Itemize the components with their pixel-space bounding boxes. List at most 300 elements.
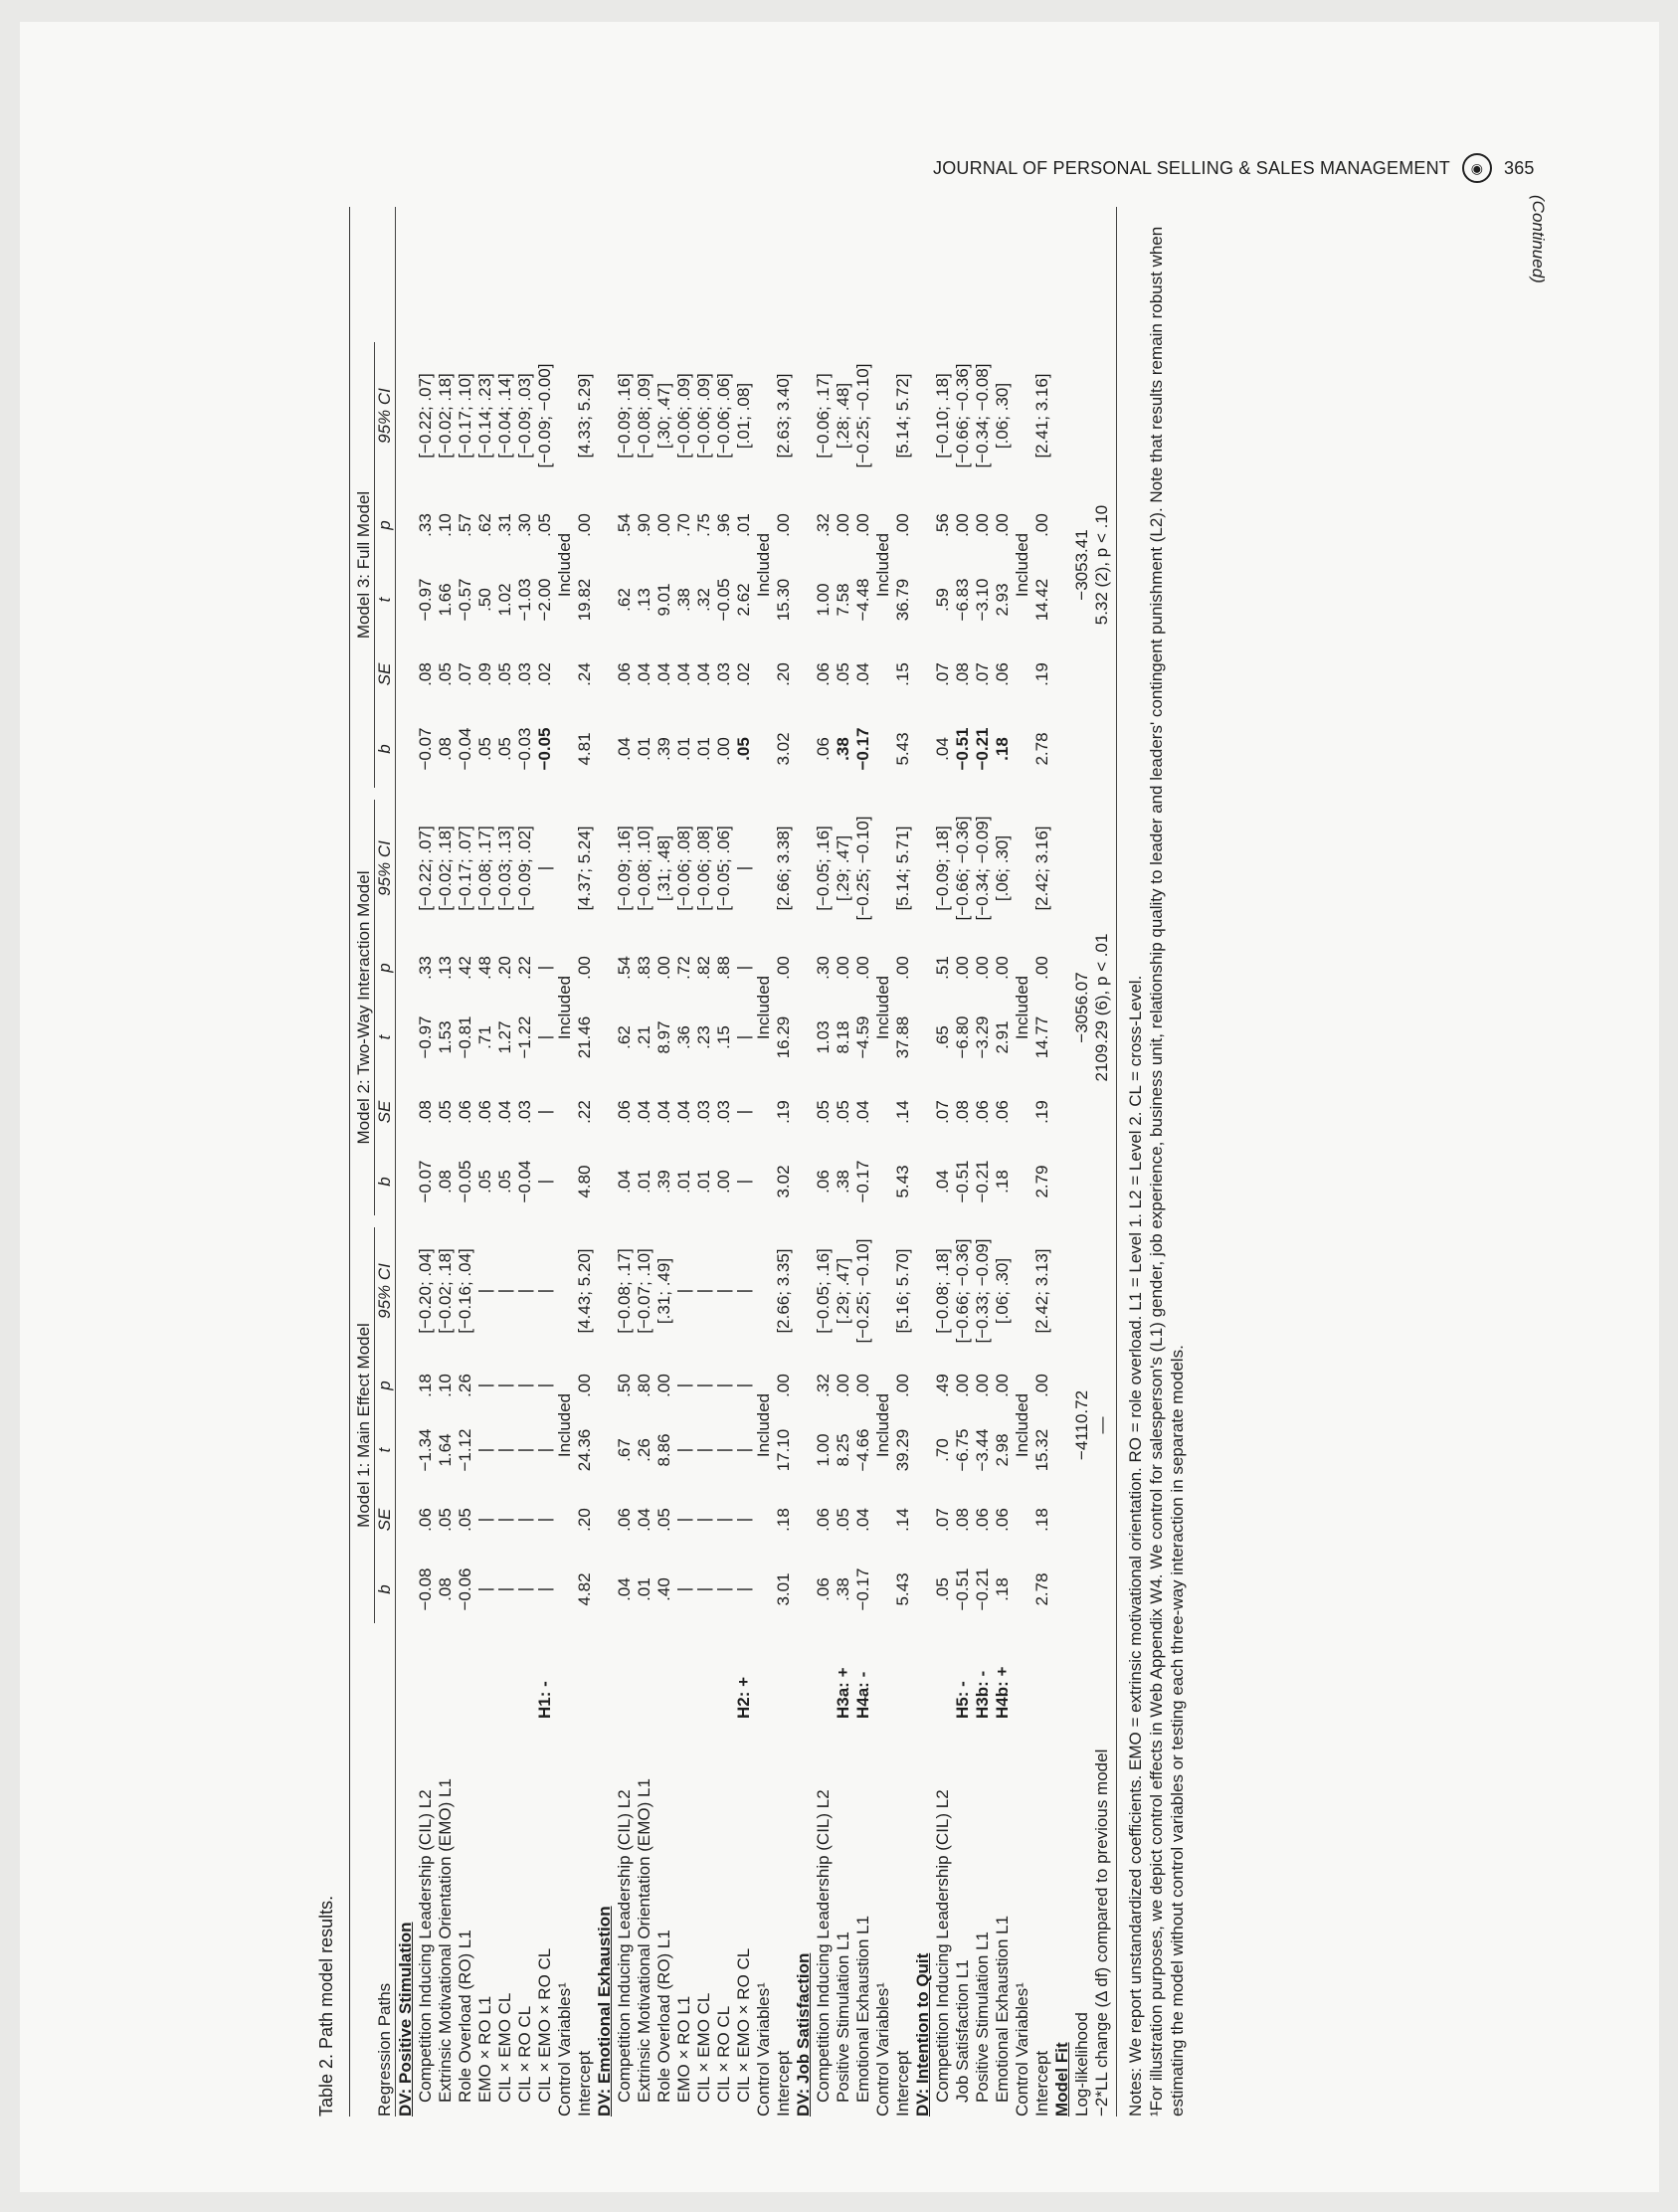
value-cell: 14.77 xyxy=(1032,1015,1051,1059)
value-cell: −0.05 xyxy=(535,727,554,771)
fit-label: −2*LL change (Δ df) compared to previous model xyxy=(1092,1749,1111,2117)
value-cell: | xyxy=(674,1382,693,1388)
value-cell: 8.18 xyxy=(834,1020,852,1054)
row-label: Control Variables¹ xyxy=(873,1982,892,2117)
value-cell: 1.53 xyxy=(436,1020,455,1054)
value-cell: −0.08 xyxy=(416,1567,435,1611)
journal-title: JOURNAL OF PERSONAL SELLING & SALES MANAGEMENT xyxy=(933,157,1450,178)
stat-header: 95% CI xyxy=(375,840,394,896)
value-cell: −3.44 xyxy=(973,1428,992,1472)
value-cell: [−0.09; .02] xyxy=(515,826,534,911)
hypothesis: H3b: - xyxy=(973,1670,992,1719)
value-cell: .05 xyxy=(814,1100,833,1124)
model1-header: Model 1: Main Effect Model xyxy=(354,1323,373,1528)
value-cell: −0.07 xyxy=(416,1160,435,1203)
row-label: CIL × EMO × RO CL xyxy=(734,1947,753,2103)
value-cell: 9.01 xyxy=(654,583,673,617)
value-cell: [−0.09; −0.00] xyxy=(535,363,554,468)
rotated-table xyxy=(316,207,1311,2117)
row-label: Job Satisfaction L1 xyxy=(953,1959,972,2103)
value-cell: [5.14; 5.71] xyxy=(893,826,912,911)
value-cell: 4.82 xyxy=(575,1572,594,1606)
hypothesis: H4b: + xyxy=(993,1666,1012,1719)
value-cell: .20 xyxy=(774,662,793,686)
value-cell: −0.97 xyxy=(416,578,435,622)
value-cell: .05 xyxy=(933,1577,952,1601)
value-cell: | xyxy=(674,1517,693,1523)
value-cell: .54 xyxy=(615,513,634,537)
value-cell: .07 xyxy=(973,662,992,686)
value-cell: 36.79 xyxy=(893,578,912,622)
value-cell: .06 xyxy=(814,1170,833,1194)
value-cell: .04 xyxy=(674,662,693,686)
page-number: 365 xyxy=(1504,157,1535,178)
value-cell: | xyxy=(734,1586,753,1592)
value-cell: [−0.06; .06] xyxy=(714,373,733,459)
value-cell: −0.06 xyxy=(456,1567,474,1611)
value-cell: .04 xyxy=(853,1508,872,1532)
included-cell: Included xyxy=(1013,975,1031,1040)
value-cell: .06 xyxy=(993,662,1012,686)
value-cell: .04 xyxy=(674,1100,693,1124)
value-cell: [.31; .48] xyxy=(654,834,673,902)
row-label: Extrinsic Motivational Orientation (EMO) L1 xyxy=(436,1778,455,2103)
fit-value: −3053.41 xyxy=(1072,529,1091,601)
value-cell: .38 xyxy=(674,588,693,612)
hypothesis: H4a: - xyxy=(853,1671,872,1719)
value-cell: 5.43 xyxy=(893,1165,912,1198)
value-cell: [−0.08; .17] xyxy=(615,1248,634,1334)
row-label: Competition Inducing Leadership (CIL) L2 xyxy=(933,1789,952,2103)
value-cell: .04 xyxy=(694,662,713,686)
value-cell: .07 xyxy=(456,662,474,686)
value-cell: .05 xyxy=(734,737,753,761)
value-cell: .06 xyxy=(814,662,833,686)
value-cell: [.06; .30] xyxy=(993,834,1012,902)
value-cell: 15.32 xyxy=(1032,1428,1051,1472)
value-cell: −0.21 xyxy=(973,1160,992,1203)
value-cell: .04 xyxy=(853,1100,872,1124)
value-cell: [.29; .47] xyxy=(834,1257,852,1325)
row-label: Role Overload (RO) L1 xyxy=(654,1930,673,2103)
value-cell: .70 xyxy=(674,513,693,537)
value-cell: .01 xyxy=(734,513,753,537)
table-body xyxy=(396,207,1112,2117)
value-cell: | xyxy=(694,1517,713,1523)
value-cell: [−0.09; .16] xyxy=(615,826,634,911)
value-cell: −0.05 xyxy=(714,578,733,622)
value-cell: .02 xyxy=(734,662,753,686)
value-cell: 4.81 xyxy=(575,732,594,766)
value-cell: .08 xyxy=(416,1100,435,1124)
value-cell: .13 xyxy=(436,956,455,980)
value-cell: .00 xyxy=(654,956,673,980)
value-cell: [−0.02; .18] xyxy=(436,1248,455,1334)
value-cell: [−0.22; .07] xyxy=(416,373,435,459)
stat-header: b xyxy=(375,744,394,754)
value-cell: [2.66; 3.38] xyxy=(774,826,793,911)
value-cell: [−0.10; .18] xyxy=(933,373,952,459)
value-cell: −6.75 xyxy=(953,1428,972,1472)
value-cell: −1.34 xyxy=(416,1428,435,1472)
value-cell: [−0.17; .10] xyxy=(456,373,474,459)
stat-header: 95% CI xyxy=(375,1263,394,1319)
value-cell: [.29; .47] xyxy=(834,834,852,902)
stat-header: p xyxy=(375,520,394,530)
value-cell: .05 xyxy=(436,662,455,686)
value-cell: .08 xyxy=(953,1100,972,1124)
section-title: DV: Intention to Quit xyxy=(913,1952,932,2117)
value-cell: [.06; .30] xyxy=(993,1257,1012,1325)
value-cell: | xyxy=(475,1586,494,1592)
row-label: Intercept xyxy=(1032,2050,1051,2117)
value-cell: .04 xyxy=(615,1170,634,1194)
stat-header: t xyxy=(375,1447,394,1453)
value-cell: | xyxy=(535,1109,554,1115)
value-cell: [−0.09; .03] xyxy=(515,373,534,459)
value-cell: .19 xyxy=(774,1100,793,1124)
value-cell: .07 xyxy=(933,1100,952,1124)
value-cell: 3.02 xyxy=(774,732,793,766)
value-cell: | xyxy=(475,1447,494,1453)
value-cell: .18 xyxy=(993,1170,1012,1194)
value-cell: [−0.17; .07] xyxy=(456,826,474,911)
value-cell: −0.21 xyxy=(973,727,992,771)
value-cell: .26 xyxy=(635,1438,653,1462)
row-label: Positive Stimulation L1 xyxy=(834,1932,852,2103)
value-cell: .00 xyxy=(575,956,594,980)
value-cell: | xyxy=(475,1517,494,1523)
value-cell: .00 xyxy=(654,513,673,537)
value-cell: .05 xyxy=(456,1508,474,1532)
value-cell: [−0.25; −0.10] xyxy=(853,1238,872,1344)
value-cell: −1.12 xyxy=(456,1428,474,1472)
value-cell: −0.51 xyxy=(953,1160,972,1203)
value-cell: .18 xyxy=(993,1577,1012,1601)
value-cell: .10 xyxy=(436,513,455,537)
included-cell: Included xyxy=(873,532,892,598)
value-cell: .06 xyxy=(615,1100,634,1124)
value-cell: .08 xyxy=(416,662,435,686)
value-cell: 1.00 xyxy=(814,1433,833,1467)
value-cell: [−0.66; −0.36] xyxy=(953,363,972,468)
value-cell: [−0.09; .16] xyxy=(615,373,634,459)
stat-header: p xyxy=(375,963,394,973)
value-cell: [5.14; 5.72] xyxy=(893,373,912,459)
value-cell: [−0.06; .17] xyxy=(814,373,833,459)
value-cell: .30 xyxy=(515,513,534,537)
row-label: Intercept xyxy=(575,2050,594,2117)
row-label: Positive Stimulation L1 xyxy=(973,1932,992,2103)
note-1: Notes: We report unstandardized coefficients. EMO = extrinsic motivational orientation. RO = role overload. L1 = Level 1. L2 = Level 2. CL = cross-Level. xyxy=(1126,975,1145,2117)
included-cell: Included xyxy=(555,1392,574,1458)
stat-header: t xyxy=(375,1034,394,1040)
value-cell: −3.10 xyxy=(973,578,992,622)
row-label: CIL × EMO CL xyxy=(495,1992,514,2103)
row-label: CIL × EMO × RO CL xyxy=(535,1947,554,2103)
value-cell: 2.79 xyxy=(1032,1165,1051,1198)
value-cell: | xyxy=(734,965,753,971)
value-cell: [2.66; 3.35] xyxy=(774,1248,793,1334)
value-cell: | xyxy=(714,1586,733,1592)
value-cell: .00 xyxy=(714,737,733,761)
journal-logo-icon: ◉ xyxy=(1462,153,1492,183)
value-cell: .03 xyxy=(714,1100,733,1124)
value-cell: [−0.22; .07] xyxy=(416,826,435,911)
value-cell: .08 xyxy=(436,1170,455,1194)
included-cell: Included xyxy=(873,1392,892,1458)
value-cell: | xyxy=(495,1586,514,1592)
value-cell: 24.36 xyxy=(575,1428,594,1472)
value-cell: | xyxy=(694,1447,713,1453)
value-cell: .05 xyxy=(834,662,852,686)
value-cell: [−0.25; −0.10] xyxy=(853,363,872,468)
value-cell: .15 xyxy=(714,1025,733,1049)
included-cell: Included xyxy=(1013,532,1031,598)
value-cell: .49 xyxy=(933,1374,952,1397)
value-cell: | xyxy=(734,1382,753,1388)
value-cell: | xyxy=(734,865,753,871)
value-cell: .30 xyxy=(814,956,833,980)
value-cell: −0.04 xyxy=(515,1160,534,1203)
value-cell: .04 xyxy=(635,662,653,686)
value-cell: .24 xyxy=(575,662,594,686)
value-cell: .02 xyxy=(535,662,554,686)
note-2: ¹For illustration purposes, we depict control effects in Web Appendix W4. We control for salesperson's (L1) gender, job experience, business unit, relationship quality to leader and leaders' contingent punishment (L2). Note that results remain robust when estimating the model without control variables or testing each three-way interaction in separate models. xyxy=(1147,226,1187,2117)
value-cell: 2.91 xyxy=(993,1020,1012,1054)
value-cell: .06 xyxy=(615,662,634,686)
fit-value: −3056.07 xyxy=(1072,972,1091,1043)
row-label: CIL × RO CL xyxy=(714,2005,733,2103)
value-cell: .07 xyxy=(933,1508,952,1532)
value-cell: .01 xyxy=(635,1170,653,1194)
value-cell: .00 xyxy=(953,1374,972,1397)
value-cell: [−0.02; .18] xyxy=(436,826,455,911)
value-cell: | xyxy=(694,1288,713,1294)
value-cell: [−0.08; .17] xyxy=(475,826,494,911)
value-cell: [.31; .49] xyxy=(654,1257,673,1325)
value-cell: .54 xyxy=(615,956,634,980)
bottom-rule xyxy=(1116,207,1117,2117)
value-cell: [−0.07; .10] xyxy=(635,1248,653,1334)
value-cell: | xyxy=(734,1109,753,1115)
value-cell: .62 xyxy=(475,513,494,537)
value-cell: −6.80 xyxy=(953,1015,972,1059)
value-cell: −0.05 xyxy=(456,1160,474,1203)
value-cell: 39.29 xyxy=(893,1428,912,1472)
value-cell: [−0.06; .09] xyxy=(694,373,713,459)
row-label: Control Variables¹ xyxy=(1013,1982,1031,2117)
value-cell: .65 xyxy=(933,1025,952,1049)
value-cell: [−0.33; −0.09] xyxy=(973,1238,992,1344)
value-cell: .04 xyxy=(853,662,872,686)
value-cell: −0.21 xyxy=(973,1567,992,1611)
value-cell: .38 xyxy=(834,737,852,761)
value-cell: .04 xyxy=(615,1577,634,1601)
value-cell: | xyxy=(734,1179,753,1185)
hypothesis: H1: - xyxy=(535,1681,554,1719)
included-cell: Included xyxy=(1013,1392,1031,1458)
value-cell: .05 xyxy=(436,1508,455,1532)
stat-header: b xyxy=(375,1177,394,1187)
row-label: Role Overload (RO) L1 xyxy=(456,1930,474,2103)
value-cell: | xyxy=(694,1586,713,1592)
value-cell: −0.97 xyxy=(416,1015,435,1059)
value-cell: [2.42; 3.16] xyxy=(1032,826,1051,911)
row-label: Competition Inducing Leadership (CIL) L2 xyxy=(416,1789,435,2103)
stat-header: SE xyxy=(375,1100,394,1124)
value-cell: [−0.06; .09] xyxy=(674,373,693,459)
stat-header-row xyxy=(375,207,395,2117)
value-cell: .04 xyxy=(654,1100,673,1124)
value-cell: 37.88 xyxy=(893,1015,912,1059)
value-cell: 8.97 xyxy=(654,1020,673,1054)
value-cell: | xyxy=(475,1382,494,1388)
value-cell: [2.41; 3.16] xyxy=(1032,373,1051,459)
value-cell: 8.86 xyxy=(654,1433,673,1467)
model3-header: Model 3: Full Model xyxy=(354,490,373,640)
value-cell: .06 xyxy=(615,1508,634,1532)
value-cell: 19.82 xyxy=(575,578,594,622)
value-cell: | xyxy=(495,1382,514,1388)
value-cell: .03 xyxy=(694,1100,713,1124)
included-cell: Included xyxy=(754,532,773,598)
value-cell: [−0.03; .13] xyxy=(495,826,514,911)
value-cell: [−0.34; −0.09] xyxy=(973,816,992,921)
value-cell: [−0.06; .08] xyxy=(674,826,693,911)
value-cell: [4.43; 5.20] xyxy=(575,1248,594,1334)
value-cell: .19 xyxy=(1032,662,1051,686)
value-cell: .08 xyxy=(436,737,455,761)
row-label: EMO × RO L1 xyxy=(475,1995,494,2103)
stat-header: b xyxy=(375,1584,394,1594)
value-cell: .21 xyxy=(635,1025,653,1049)
row-label: Intercept xyxy=(893,2050,912,2117)
fit-value: — xyxy=(1092,1416,1111,1434)
value-cell: [−0.08; .10] xyxy=(635,826,653,911)
value-cell: .15 xyxy=(893,662,912,686)
value-cell: .06 xyxy=(814,737,833,761)
fit-value: 5.32 (2), p < .10 xyxy=(1092,504,1111,626)
value-cell: 5.43 xyxy=(893,732,912,766)
value-cell: 2.62 xyxy=(734,583,753,617)
value-cell: 4.80 xyxy=(575,1165,594,1198)
table-notes xyxy=(1125,207,1188,2117)
value-cell: [2.63; 3.40] xyxy=(774,373,793,459)
value-cell: | xyxy=(535,865,554,871)
row-label: Intercept xyxy=(774,2050,793,2117)
included-cell: Included xyxy=(873,975,892,1040)
value-cell: .03 xyxy=(714,662,733,686)
value-cell: .04 xyxy=(933,1170,952,1194)
value-cell: [−0.02; .18] xyxy=(436,373,455,459)
value-cell: .19 xyxy=(1032,1100,1051,1124)
value-cell: −0.57 xyxy=(456,578,474,622)
value-cell: .00 xyxy=(853,956,872,980)
value-cell: .96 xyxy=(714,513,733,537)
value-cell: | xyxy=(515,1517,534,1523)
value-cell: .32 xyxy=(814,513,833,537)
value-cell: | xyxy=(495,1447,514,1453)
value-cell: .40 xyxy=(654,1577,673,1601)
value-cell: [.01; .08] xyxy=(734,382,753,450)
value-cell: .04 xyxy=(933,737,952,761)
value-cell: .50 xyxy=(615,1374,634,1397)
value-cell: .23 xyxy=(694,1025,713,1049)
value-cell: [4.37; 5.24] xyxy=(575,826,594,911)
value-cell: .50 xyxy=(475,588,494,612)
value-cell: | xyxy=(535,1447,554,1453)
row-label: CIL × RO CL xyxy=(515,2005,534,2103)
value-cell: .01 xyxy=(635,737,653,761)
value-cell: .06 xyxy=(993,1100,1012,1124)
value-cell: .00 xyxy=(654,1374,673,1397)
value-cell: [−0.04; .14] xyxy=(495,373,514,459)
fit-value: −4110.72 xyxy=(1072,1389,1091,1461)
value-cell: .38 xyxy=(834,1170,852,1194)
value-cell: −1.03 xyxy=(515,578,534,622)
value-cell: | xyxy=(475,1288,494,1294)
section-title: DV: Positive Stimulation xyxy=(396,1922,415,2117)
value-cell: | xyxy=(714,1288,733,1294)
stat-header: t xyxy=(375,597,394,603)
value-cell: | xyxy=(495,1288,514,1294)
value-cell: | xyxy=(734,1034,753,1040)
value-cell: .71 xyxy=(475,1025,494,1049)
value-cell: .32 xyxy=(694,588,713,612)
value-cell: .06 xyxy=(973,1508,992,1532)
value-cell: .05 xyxy=(834,1100,852,1124)
value-cell: 17.10 xyxy=(774,1428,793,1472)
value-cell: [−0.66; −0.36] xyxy=(953,816,972,921)
value-cell: [−0.09; .18] xyxy=(933,826,952,911)
value-cell: 3.02 xyxy=(774,1165,793,1198)
value-cell: | xyxy=(515,1288,534,1294)
value-cell: .36 xyxy=(674,1025,693,1049)
value-cell: .48 xyxy=(475,956,494,980)
value-cell: | xyxy=(694,1382,713,1388)
value-cell: | xyxy=(714,1447,733,1453)
value-cell: .88 xyxy=(714,956,733,980)
value-cell: .70 xyxy=(933,1438,952,1462)
value-cell: .05 xyxy=(495,1170,514,1194)
value-cell: [.06; .30] xyxy=(993,382,1012,450)
value-cell: | xyxy=(535,1517,554,1523)
row-label: EMO × RO L1 xyxy=(674,1995,693,2103)
value-cell: | xyxy=(535,1179,554,1185)
included-cell: Included xyxy=(555,532,574,598)
value-cell: .00 xyxy=(714,1170,733,1194)
value-cell: .01 xyxy=(674,737,693,761)
value-cell: 7.58 xyxy=(834,583,852,617)
value-cell: .39 xyxy=(654,1170,673,1194)
value-cell: .05 xyxy=(495,737,514,761)
fit-label: Log-likelihood xyxy=(1072,2012,1091,2117)
value-cell: .10 xyxy=(436,1374,455,1397)
value-cell: 1.03 xyxy=(814,1020,833,1054)
value-cell: −2.00 xyxy=(535,578,554,622)
value-cell: .06 xyxy=(416,1508,435,1532)
value-cell: .06 xyxy=(814,1508,833,1532)
value-cell: .18 xyxy=(416,1374,435,1397)
value-cell: .00 xyxy=(774,513,793,537)
value-cell: | xyxy=(535,1034,554,1040)
value-cell: .05 xyxy=(834,1508,852,1532)
value-cell: 14.42 xyxy=(1032,578,1051,622)
row-label: CIL × EMO CL xyxy=(694,1992,713,2103)
value-cell: .39 xyxy=(654,737,673,761)
stat-header: p xyxy=(375,1381,394,1390)
